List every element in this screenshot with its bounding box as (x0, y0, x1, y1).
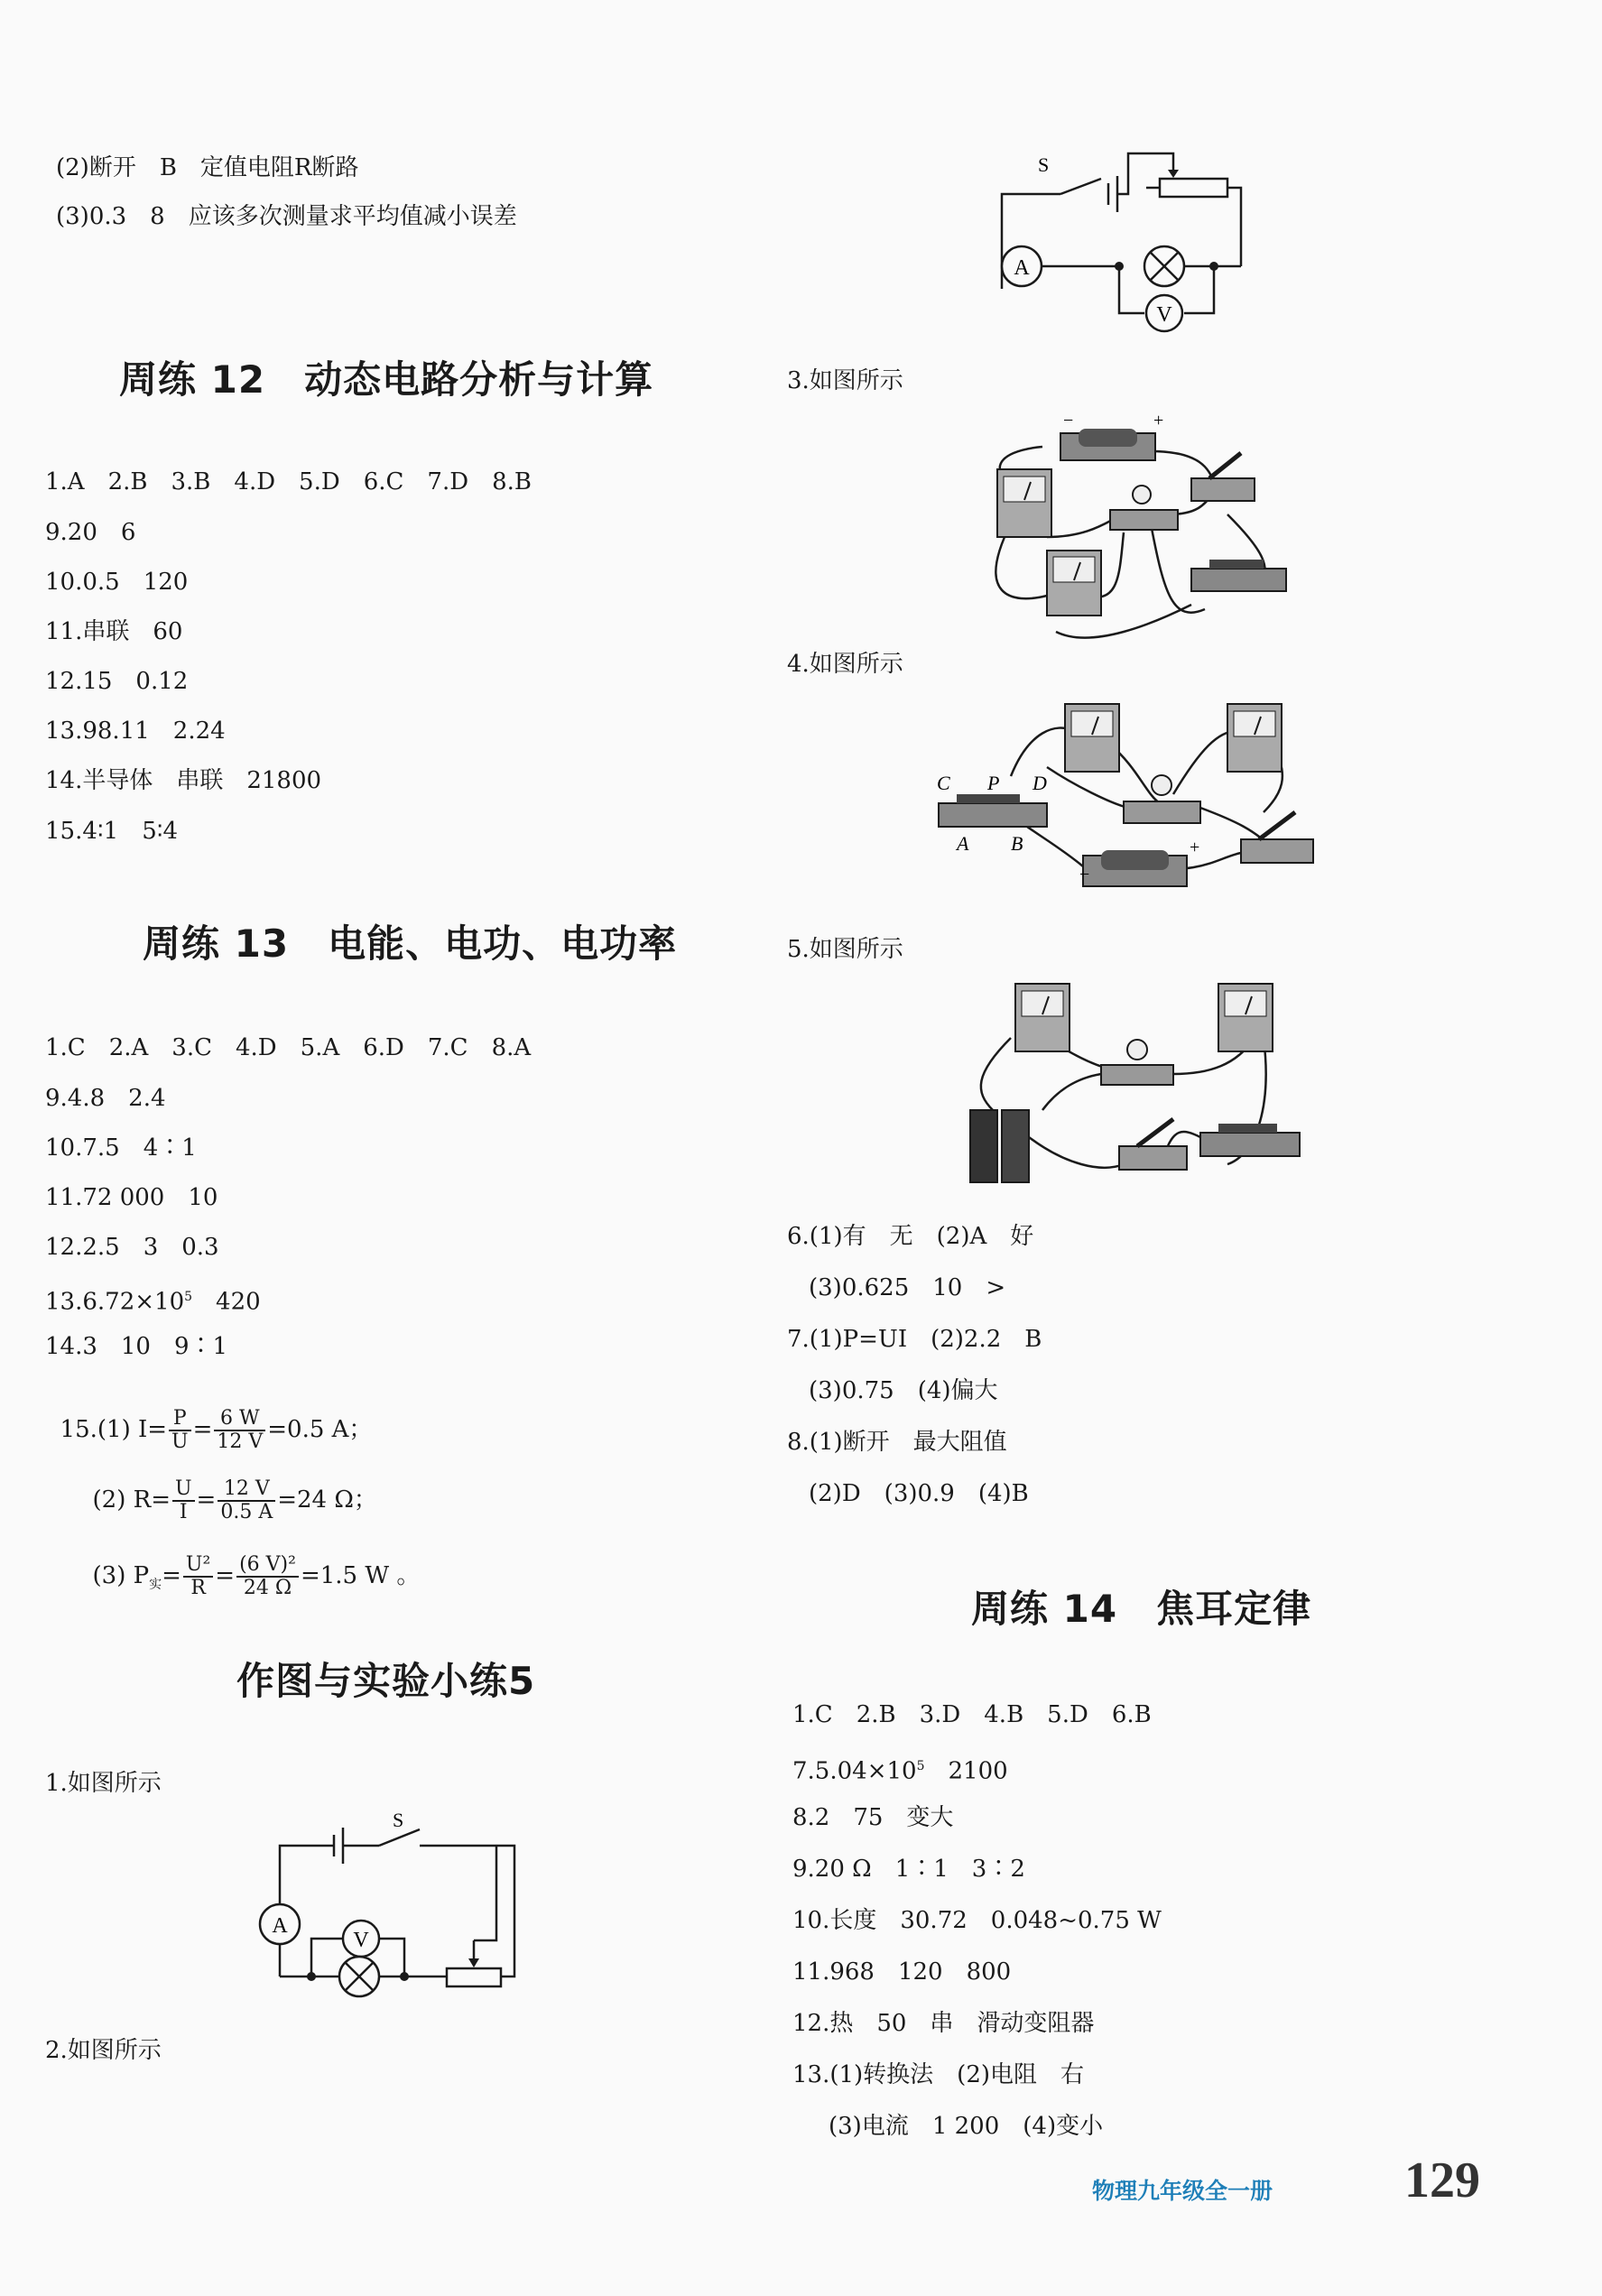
ammeter-icon (1015, 984, 1070, 1051)
answer-line: 14.3 10 9∶1 (45, 1333, 228, 1360)
svg-text:S: S (1038, 153, 1050, 176)
section-title-14: 周练 14 焦耳定律 (971, 1587, 1312, 1631)
lamp-icon (1110, 486, 1178, 530)
svg-text:B: B (1011, 832, 1023, 855)
wiring-diagram-4 (930, 695, 1327, 912)
answer-line: 1.A 2.B 3.B 4.D 5.D 6.C 7.D 8.B (45, 468, 532, 495)
answer-line: (3)0.3 8 应该多次测量求平均值减小误差 (56, 203, 517, 230)
switch-icon (1241, 812, 1313, 863)
answer-line: 10.7.5 4∶1 (45, 1134, 197, 1162)
answer-line: 1.C 2.B 3.D 4.B 5.D 6.B (792, 1701, 1152, 1728)
page-number: 129 (1404, 2152, 1480, 2208)
answer-line: 9.20 Ω 1∶1 3∶2 (792, 1856, 1025, 1883)
wiring-diagram-3 (957, 411, 1309, 641)
formula-line-1: 15.(1) I= $\frac{P}{U}$ = $\frac{6 W}{12 V}$ =0.5 A； (60, 1407, 373, 1453)
answer-line: 11.72 000 10 (45, 1184, 218, 1211)
svg-text:D: D (1033, 772, 1047, 794)
svg-text:+: + (1153, 411, 1164, 430)
svg-text:A: A (272, 1914, 288, 1938)
svg-text:S: S (393, 1809, 404, 1831)
battery-icon (970, 1110, 1029, 1182)
answer-line: 13.(1)转换法 (2)电阻 右 (792, 2061, 1085, 2088)
voltmeter-icon (1218, 984, 1273, 1051)
section-title-12: 周练 12 动态电路分析与计算 (119, 357, 654, 402)
rheostat-icon (1191, 560, 1286, 591)
rheostat-icon (1200, 1124, 1300, 1156)
svg-text:V: V (1156, 303, 1172, 327)
answer-line: (3)电流 1 200 (4)变小 (829, 2113, 1104, 2140)
ammeter-icon (997, 469, 1051, 537)
answer-line: 12.热 50 串 滑动变阻器 (792, 2010, 1095, 2037)
svg-text:+: + (1190, 838, 1200, 857)
formula-line-3: (3) $P_实=$ $\frac{\text{U²}}{R}$ = $\frac{\text{(6 V)²}}{24 \Omega}$ =1.5 W 。 (92, 1553, 421, 1599)
answer-line: 13.98.11 2.24 (45, 718, 226, 745)
answer-line: 2.如图所示 (45, 2037, 162, 2064)
battery-icon (1079, 838, 1199, 886)
answer-line: 10.0.5 120 (45, 569, 189, 596)
voltmeter-icon (1227, 704, 1282, 772)
answer-line: 12.15 0.12 (45, 668, 189, 695)
answer-line: (3)0.75 (4)偏大 (809, 1377, 998, 1404)
answer-line: 10.长度 30.72 0.048~0.75 W (792, 1907, 1162, 1934)
answer-line: 5.如图所示 (787, 936, 903, 963)
answer-line: 15.4∶1 5∶4 (45, 818, 179, 845)
book-title: 物理九年级全一册 (1092, 2178, 1273, 2204)
svg-text:V: V (353, 1929, 369, 1952)
answer-line: 1.如图所示 (45, 1770, 162, 1797)
answer-line: 11.串联 60 (45, 618, 183, 645)
answer-line: 7.(1)P=UI (2)2.2 B (787, 1326, 1042, 1353)
lamp-icon (1101, 1040, 1173, 1085)
answer-line: 8.2 75 变大 (792, 1804, 954, 1831)
answer-line: (2)断开 B 定值电阻R断路 (56, 154, 359, 181)
voltmeter-icon (1047, 551, 1101, 616)
switch-icon (1119, 1119, 1187, 1170)
svg-text:P: P (987, 772, 1000, 794)
wiring-diagram-5 (957, 975, 1309, 1196)
circuit-diagram-2 (984, 144, 1255, 343)
section-title-practice5: 作图与实验小练5 (236, 1659, 536, 1703)
rheostat-icon (939, 794, 1047, 827)
svg-text:A: A (957, 832, 969, 855)
svg-text:−: − (1063, 411, 1074, 430)
section-title-13: 周练 13 电能、电功、电功率 (143, 921, 678, 966)
circuit-diagram-1 (253, 1805, 523, 2004)
answer-line: 9.4.8 2.4 (45, 1085, 166, 1112)
switch-icon (1191, 453, 1255, 501)
svg-text:−: − (1079, 865, 1090, 884)
formula-line-2: (2) R= $\frac{U}{I}$ = $\frac{12 V}{0.5 A}$ =24 Ω； (92, 1477, 377, 1523)
answer-line: 8.(1)断开 最大阻值 (787, 1429, 1007, 1456)
answer-line: 3.如图所示 (787, 367, 903, 394)
answer-line: 6.(1)有 无 (2)A 好 (787, 1223, 1034, 1250)
answer-line: $13.6.72\times 10^5$ 420 (45, 1288, 261, 1316)
answer-line: $7.5.04\times 10^5$ 2100 (792, 1757, 1008, 1785)
answer-line: 1.C 2.A 3.C 4.D 5.A 6.D 7.C 8.A (45, 1034, 532, 1061)
svg-text:C: C (937, 772, 950, 794)
answer-line: 9.20 6 (45, 519, 136, 546)
answer-line: 11.968 120 800 (792, 1958, 1012, 1986)
answer-line: (3)0.625 10 > (809, 1274, 1006, 1301)
lamp-icon (1124, 775, 1200, 823)
answer-line: (2)D (3)0.9 (4)B (809, 1480, 1029, 1507)
ammeter-icon (1065, 704, 1119, 772)
answer-line: 12.2.5 3 0.3 (45, 1234, 219, 1261)
svg-text:A: A (1014, 256, 1030, 280)
answer-line: 4.如图所示 (787, 651, 903, 678)
answer-line: 14.半导体 串联 21800 (45, 767, 322, 794)
